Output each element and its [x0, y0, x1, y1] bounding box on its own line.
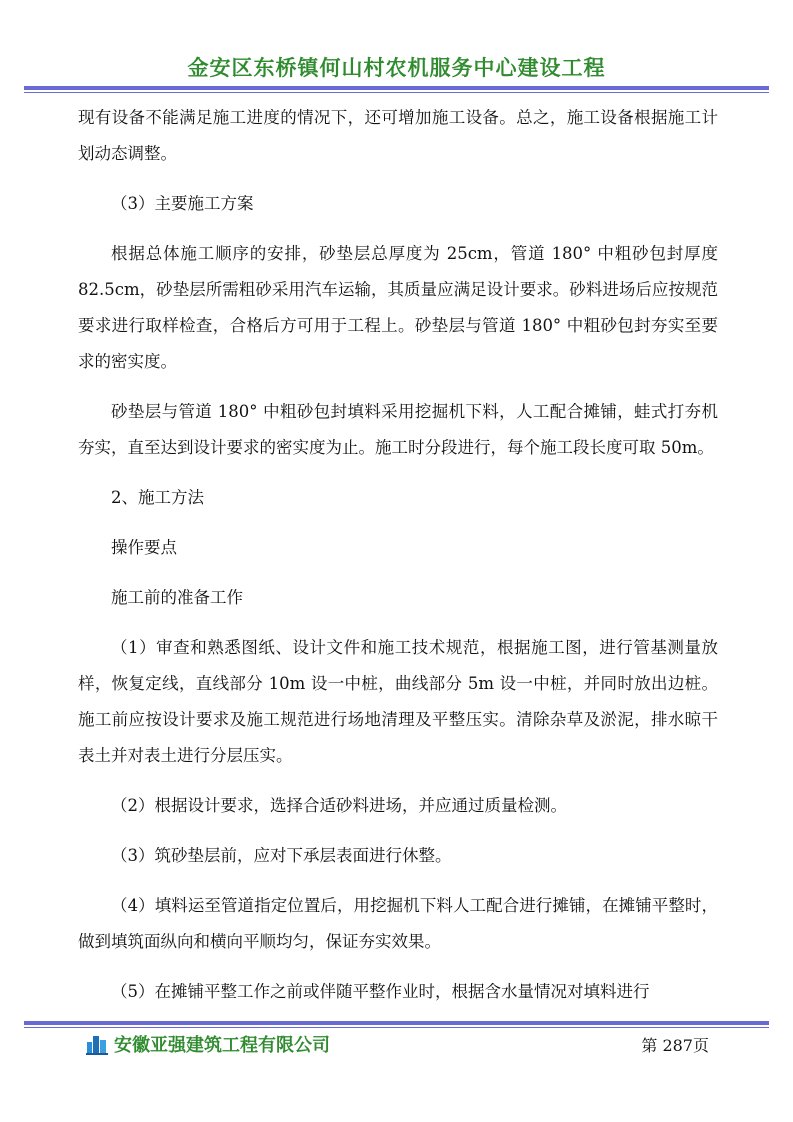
- header-divider-thin: [24, 92, 769, 93]
- section-heading: （3）主要施工方案: [111, 194, 254, 213]
- paragraph: （1）审查和熟悉图纸、设计文件和施工技术规范，根据施工图，进行管基测量放样，恢复定线，直线部分 10m 设一中桩，曲线部分 5m 设一中桩，并同时放出边桩。施工前应按设计要求及施工规范进行场地清理及平整压实。清除杂草及淤泥，排水晾干表土并对表土进行分层压实。: [78, 638, 718, 765]
- building-logo-icon: [86, 1033, 108, 1055]
- document-body: [78, 100, 718, 1024]
- paragraph: 砂垫层与管道 180° 中粗砂包封填料采用挖掘机下料，人工配合摊铺，蛙式打夯机夯实，直至达到设计要求的密实度为止。施工时分段进行，每个施工段长度可取 50m。: [78, 402, 718, 457]
- subheading: 施工前的准备工作: [111, 588, 243, 607]
- footer-divider-thin: [24, 1027, 769, 1028]
- paragraph: （5）在摊铺平整工作之前或伴随平整作业时，根据含水量情况对填料进行: [111, 982, 650, 1001]
- paragraph: （4）填料运至管道指定位置后，用挖掘机下料人工配合进行摊铺，在摊铺平整时，做到填筑面纵向和横向平顺均匀，保证夯实效果。: [78, 896, 718, 951]
- section-heading: 2、施工方法: [111, 488, 204, 507]
- footer-company: [86, 1031, 330, 1057]
- paragraph: （3）筑砂垫层前，应对下承层表面进行休整。: [111, 846, 452, 865]
- page-number: 第 287页: [641, 1036, 709, 1055]
- document-header-title: 金安区东桥镇何山村农机服务中心建设工程: [187, 56, 606, 80]
- header-divider-thick: [24, 86, 769, 90]
- subheading: 操作要点: [111, 538, 177, 557]
- paragraph: 根据总体施工顺序的安排，砂垫层总厚度为 25cm，管道 180° 中粗砂包封厚度 82.5cm，砂垫层所需粗砂采用汽车运输，其质量应满足设计要求。砂料进场后应按规范要求进行取样检查，合格后方可用于工程上。砂垫层与管道 180° 中粗砂包封夯实至要求的密实度。: [78, 244, 718, 371]
- footer-divider-thick: [24, 1021, 769, 1025]
- paragraph: （2）根据设计要求，选择合适砂料进场，并应通过质量检测。: [111, 796, 567, 815]
- company-name: 安徽亚强建筑工程有限公司: [114, 1035, 330, 1056]
- paragraph: 现有设备不能满足施工进度的情况下，还可增加施工设备。总之，施工设备根据施工计划动态调整。: [78, 108, 718, 163]
